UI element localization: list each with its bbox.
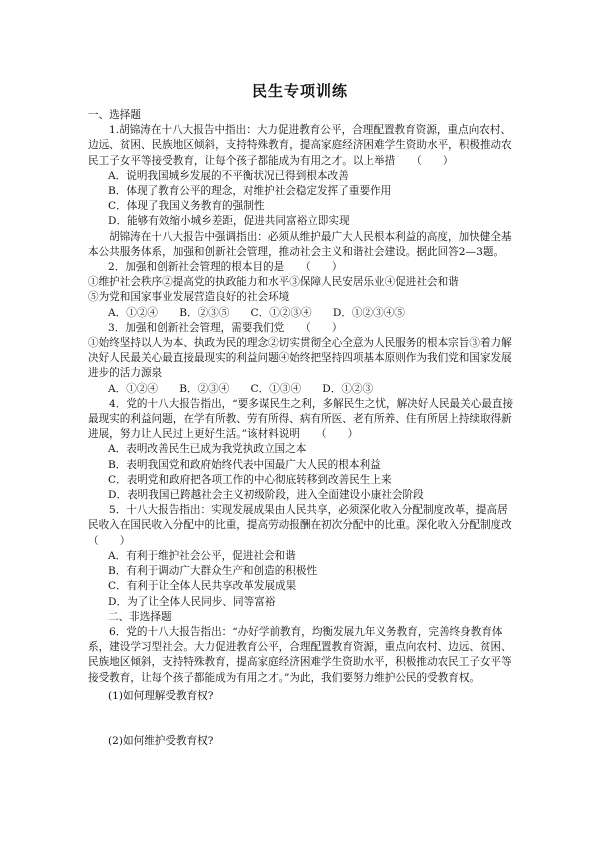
question-6-sub-1: (1)如何理解受教育权? bbox=[108, 689, 214, 702]
section-heading-nonchoice: 二、非选择题 bbox=[108, 610, 172, 623]
question-1-option-b: B．体现了教育公平的理念，对维护社会稳定发挥了重要作用 bbox=[108, 185, 392, 198]
question-2-stem: 2．加强和创新社会管理的根本目的是 （ ） bbox=[108, 261, 343, 274]
question-6-stem: 6．党的十八大报告指出：“办好学前教育，均衡发展九年义务教育，完善终身教育体系，建设学习型社会。大力促进教育公平，合理配置教育资源，重点向农村、边远、贫困、民族地区倾斜，支持特殊教育，提高家庭经济困难学生资助水平，积极推动农民工子女平等接受教育，让每个孩子都能成为有用之才。”为此，我们要努力维护公民的受教育权。 bbox=[88, 625, 512, 684]
question-4-option-d: D．表明我国已跨越社会主义初级阶段，进入全面建设小康社会阶段 bbox=[108, 489, 424, 502]
question-1-option-c: C．体现了我国义务教育的强制性 bbox=[108, 200, 265, 213]
question-5-option-a: A．有利于维护社会公平，促进社会和谐 bbox=[108, 549, 296, 562]
document-body bbox=[88, 108, 518, 749]
question-3-options: A．①②④ B．②③④ C．①③④ D．①②③ bbox=[108, 382, 374, 395]
question-2-items-line-2: ⑤为党和国家事业发展营造良好的社会环境 bbox=[88, 291, 290, 304]
question-1-stem: 1.胡锦涛在十八大报告中指出：大力促进教育公平，合理配置教育资源，重点向农村、边远、贫困、民族地区倾斜，支持特殊教育，提高家庭经济困难学生资助水平，积极推动农民工子女平等接受教育，让每个孩子都能成为有用之才。以上举措 （ ） bbox=[88, 124, 512, 167]
question-3-stem: 3．加强和创新社会管理，需要我们党 （ ） bbox=[108, 321, 343, 334]
question-1-option-a: A．说明我国城乡发展的不平衡状况已得到根本改善 bbox=[108, 169, 349, 182]
question-4-stem: 4．党的十八大报告指出，“要多谋民生之利，多解民生之忧，解决好人民最关心最直接最现实的利益问题，在学有所教、劳有所得、病有所医、老有所养、住有所居上持续取得新进展，努力让人民过上更好生活。”该材料说明 （ ） bbox=[88, 397, 514, 441]
question-5-option-d: D．为了让全体人民同步、同等富裕 bbox=[108, 595, 276, 608]
question-4-option-a: A．表明改善民生已成为我党执政立国之本 bbox=[108, 443, 307, 456]
question-6-sub-2: (2)如何维护受教育权? bbox=[108, 734, 214, 747]
question-5-stem: 5．十八大报告指出：实现发展成果由人民共享，必须深化收入分配制度改革，提高居民收入在国民收入分配中的比重，提高劳动报酬在初次分配中的比重。深化收入分配制度改（ ） bbox=[88, 504, 512, 547]
shared-material: 胡锦涛在十八大报告中强调指出：必须从维护最广大人民根本利益的高度，加快健全基本公共服务体系，加强和创新社会管理，推动社会主义和谐社会建设。据此回答2—3题。 bbox=[88, 230, 512, 258]
question-5-option-b: B．有利于调动广大群众生产和创造的积极性 bbox=[108, 565, 318, 578]
question-4-option-b: B．表明我国党和政府始终代表中国最广大人民的根本利益 bbox=[108, 458, 381, 471]
question-2-items-line-1: ①维护社会秩序②提高党的执政能力和水平③保障人民安居乐业④促进社会和谐 bbox=[88, 276, 459, 289]
section-heading-choice: 一、选择题 bbox=[88, 109, 141, 121]
question-4-option-c: C．表明党和政府把各项工作的中心彻底转移到改善民生上来 bbox=[108, 473, 392, 486]
question-2-options: A．①②④ B．②③⑤ C．①②③④ D．①②③④⑤ bbox=[108, 306, 405, 319]
question-1-option-d: D．能够有效缩小城乡差距，促进共同富裕立即实现 bbox=[108, 215, 350, 228]
question-5-option-c: C．有利于让全体人民共享改革发展成果 bbox=[108, 580, 297, 593]
question-3-items: ①始终坚持以人为本、执政为民的理念②切实贯彻全心全意为人民服务的根本宗旨③着力解决好人民最关心最直接最现实的利益问题④始终把坚持四项基本原则作为我们党和国家发展进步的活力源泉 bbox=[88, 337, 512, 380]
page-title: 民生专项训练 bbox=[251, 82, 348, 100]
